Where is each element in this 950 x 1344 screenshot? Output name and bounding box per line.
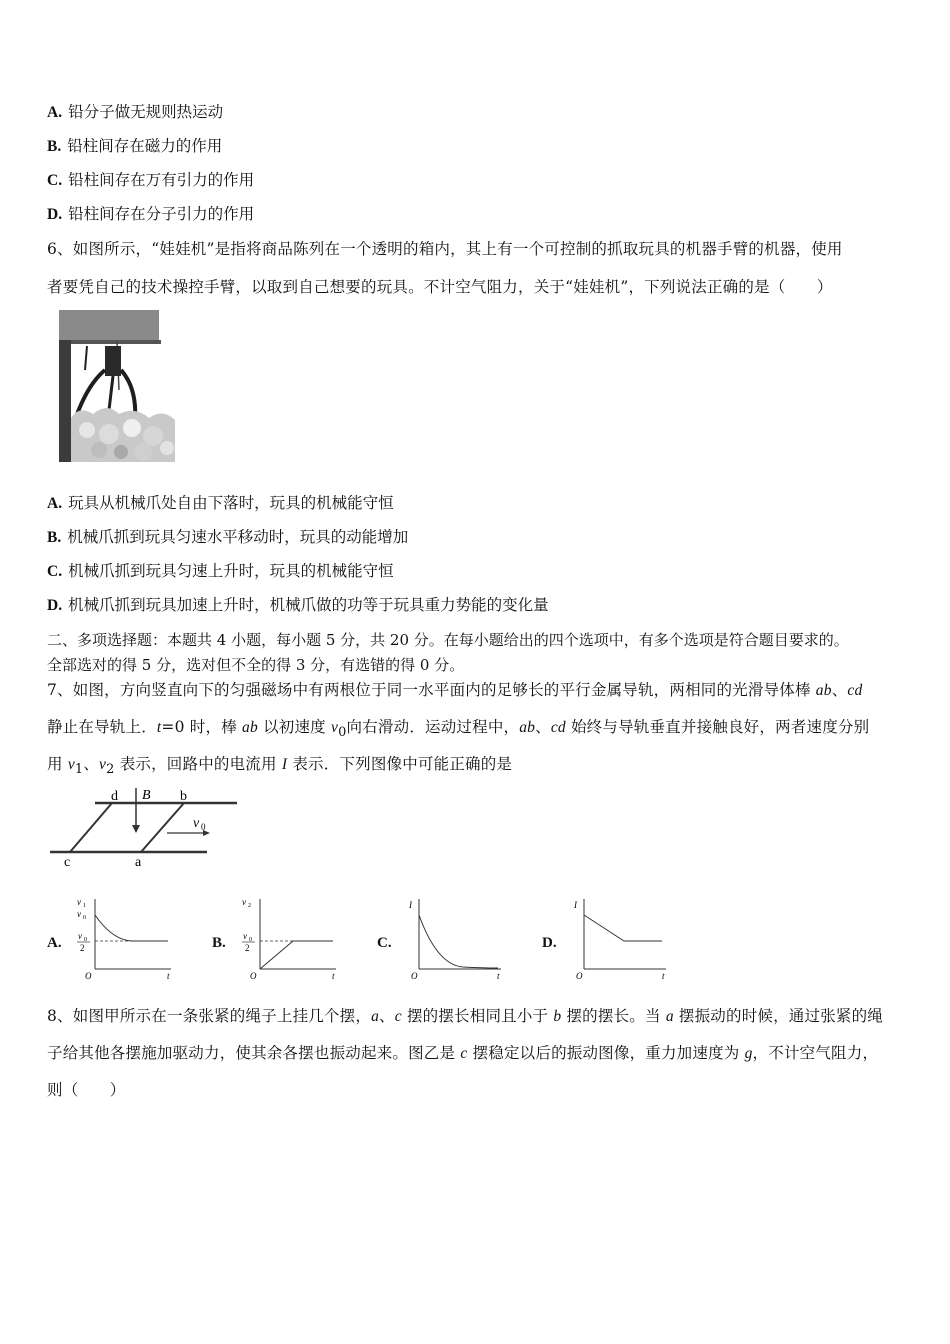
q8-stem-line3: 则（ ）	[47, 1081, 126, 1099]
text: =0 时，棒	[161, 718, 243, 736]
q6-option-b	[47, 527, 408, 548]
t-label: t	[167, 971, 170, 981]
half-numerator: v	[78, 931, 82, 941]
option-text: 机械爪抓到玩具加速上升时，机械爪做的功等于玩具重力势能的变化量	[68, 596, 549, 614]
rod-cd	[70, 803, 112, 852]
var: v	[331, 719, 339, 736]
graph-label-c: C.	[377, 935, 392, 951]
graph-a	[73, 895, 173, 981]
q5-option-a	[47, 102, 223, 123]
label-b: b	[180, 789, 187, 804]
text: 摆的摆长相同且小于	[401, 1007, 554, 1025]
text: 摆稳定以后的振动图像，重力加速度为	[467, 1044, 745, 1062]
text: 8、如图甲所示在一条张紧的绳子上挂几个摆，	[47, 1007, 372, 1025]
option-text: 铅柱间存在分子引力的作用	[68, 205, 255, 223]
q6-stem-line2: 者要凭自己的技术操控手臂，以取到自己想要的玩具。不计空气阻力，关于“娃娃机”，下列说法正确的是（ ）	[47, 278, 833, 296]
half-numerator-sub: 0	[84, 937, 87, 943]
option-letter: C.	[47, 172, 63, 189]
q8-stem-line1	[47, 1006, 883, 1027]
text: 表示．下列图像中可能正确的是	[287, 755, 513, 773]
text: 、	[535, 718, 551, 736]
section2-header-line1: 二、多项选择题：本题共 4 小题，每小题 5 分，共 20 分。在每小题给出的四个选项中，有多个选项是符合题目要求的。	[47, 631, 849, 649]
var: g	[744, 1045, 753, 1062]
option-text: 机械爪抓到玩具匀速上升时，玩具的机械能守恒	[68, 562, 394, 580]
var: cd	[550, 719, 566, 736]
var: a	[665, 1008, 674, 1025]
label-d: d	[111, 789, 118, 804]
text: 摆振动的时候，通过张紧的绳	[673, 1007, 883, 1025]
q5-option-c	[47, 170, 254, 191]
t-label: t	[332, 971, 335, 981]
option-text: 机械爪抓到玩具匀速水平移动时，玩具的动能增加	[67, 528, 409, 546]
graph-label-a: A.	[47, 935, 62, 951]
option-letter: C.	[47, 563, 63, 580]
var: t	[156, 719, 162, 736]
label-v0: v	[193, 816, 200, 831]
half-numerator-sub: 0	[249, 937, 252, 943]
i-curve	[419, 915, 498, 968]
option-letter: A.	[47, 104, 63, 121]
option-letter: B.	[47, 529, 62, 546]
label-v0: v	[77, 909, 81, 919]
option-letter: B.	[47, 138, 62, 155]
text: 子给其他各摆施加驱动力，使其余各摆也振动起来。图乙是	[47, 1044, 461, 1062]
text: 静止在导轨上．	[47, 718, 157, 736]
text: 以初速度	[257, 718, 331, 736]
option-text: 玩具从机械爪处自由下落时，玩具的机械能守恒	[68, 494, 394, 512]
half-numerator: v	[243, 931, 247, 941]
graph-label-d: D.	[542, 935, 557, 951]
var: cd	[847, 682, 863, 699]
origin-label: O	[576, 971, 583, 981]
var: ab	[242, 719, 258, 736]
label-v0-sub: 0	[201, 822, 206, 832]
q7-stem-line2	[47, 717, 869, 743]
t-label: t	[662, 971, 665, 981]
q5-option-d	[47, 204, 254, 225]
subscript: 0	[338, 725, 347, 741]
text: 向右滑动．运动过程中，	[346, 718, 520, 736]
graph-d	[568, 895, 668, 981]
label-c: c	[64, 855, 71, 867]
var: b	[553, 1008, 562, 1025]
q6-option-d	[47, 595, 549, 616]
text: ，不计空气阻力，	[752, 1044, 879, 1062]
label-v0-sub: 0	[83, 915, 86, 921]
option-text: 铅柱间存在万有引力的作用	[68, 171, 255, 189]
var: ab	[815, 682, 832, 699]
q6-stem-line1: 6、如图所示，“娃娃机”是指将商品陈列在一个透明的箱内，其上有一个可控制的抓取玩具的机器手臂的机器，使用	[47, 240, 843, 258]
option-text: 铅分子做无规则热运动	[68, 103, 224, 121]
subscript: 2	[106, 762, 115, 778]
q6-option-c	[47, 561, 394, 582]
origin-label: O	[411, 971, 418, 981]
label-B: B	[142, 788, 151, 803]
graph-label-b: B.	[212, 935, 226, 951]
option-letter: D.	[47, 206, 63, 223]
label-v2-sub: 2	[248, 903, 251, 909]
label-a: a	[135, 855, 142, 867]
half-denominator: 2	[80, 943, 85, 953]
graph-b	[238, 895, 338, 981]
text: 始终与导轨垂直并接触良好，两者速度分别	[565, 718, 870, 736]
half-denominator: 2	[245, 943, 250, 953]
var: v	[67, 756, 75, 773]
section2-header-line2: 全部选对的得 5 分，选对但不全的得 3 分，有选错的得 0 分。	[47, 656, 465, 674]
q7-stem-line3	[47, 754, 512, 780]
var: v	[99, 756, 107, 773]
label-I: I	[409, 900, 412, 910]
var: I	[281, 756, 288, 773]
text: 7、如图，方向竖直向下的匀强磁场中有两根位于同一水平面内的足够长的平行金属导轨，两相同的光滑导体棒	[47, 681, 816, 699]
v1-curve	[95, 915, 168, 941]
q7-stem-line1	[47, 680, 862, 701]
rod-ab	[141, 803, 184, 852]
field-arrowhead	[132, 825, 140, 833]
origin-label: O	[85, 971, 92, 981]
var: c	[460, 1045, 468, 1062]
q5-option-b	[47, 136, 222, 157]
var: ab	[519, 719, 536, 736]
text: 摆的摆长。当	[561, 1007, 666, 1025]
rail-circuit-diagram	[45, 785, 245, 867]
label-I: I	[574, 900, 577, 910]
label-v1-sub: 1	[83, 903, 86, 909]
origin-label: O	[250, 971, 257, 981]
label-v1: v	[77, 897, 81, 907]
t-label: t	[497, 971, 500, 981]
text: 表示，回路中的电流用	[114, 755, 282, 773]
v2-curve	[260, 941, 333, 969]
claw-machine-photo	[57, 310, 177, 462]
text: 、	[831, 681, 848, 699]
text: 、	[379, 1007, 395, 1025]
option-letter: A.	[47, 495, 63, 512]
var: a	[371, 1008, 380, 1025]
q8-stem-line2	[47, 1043, 878, 1064]
text: 用	[47, 755, 68, 773]
label-v2: v	[242, 897, 246, 907]
i-curve	[584, 915, 662, 941]
option-letter: D.	[47, 597, 63, 614]
text: 、	[83, 755, 100, 773]
graph-c	[403, 895, 503, 981]
var: c	[394, 1008, 402, 1025]
subscript: 1	[74, 762, 84, 778]
option-text: 铅柱间存在磁力的作用	[67, 137, 223, 155]
q6-option-a	[47, 493, 394, 514]
